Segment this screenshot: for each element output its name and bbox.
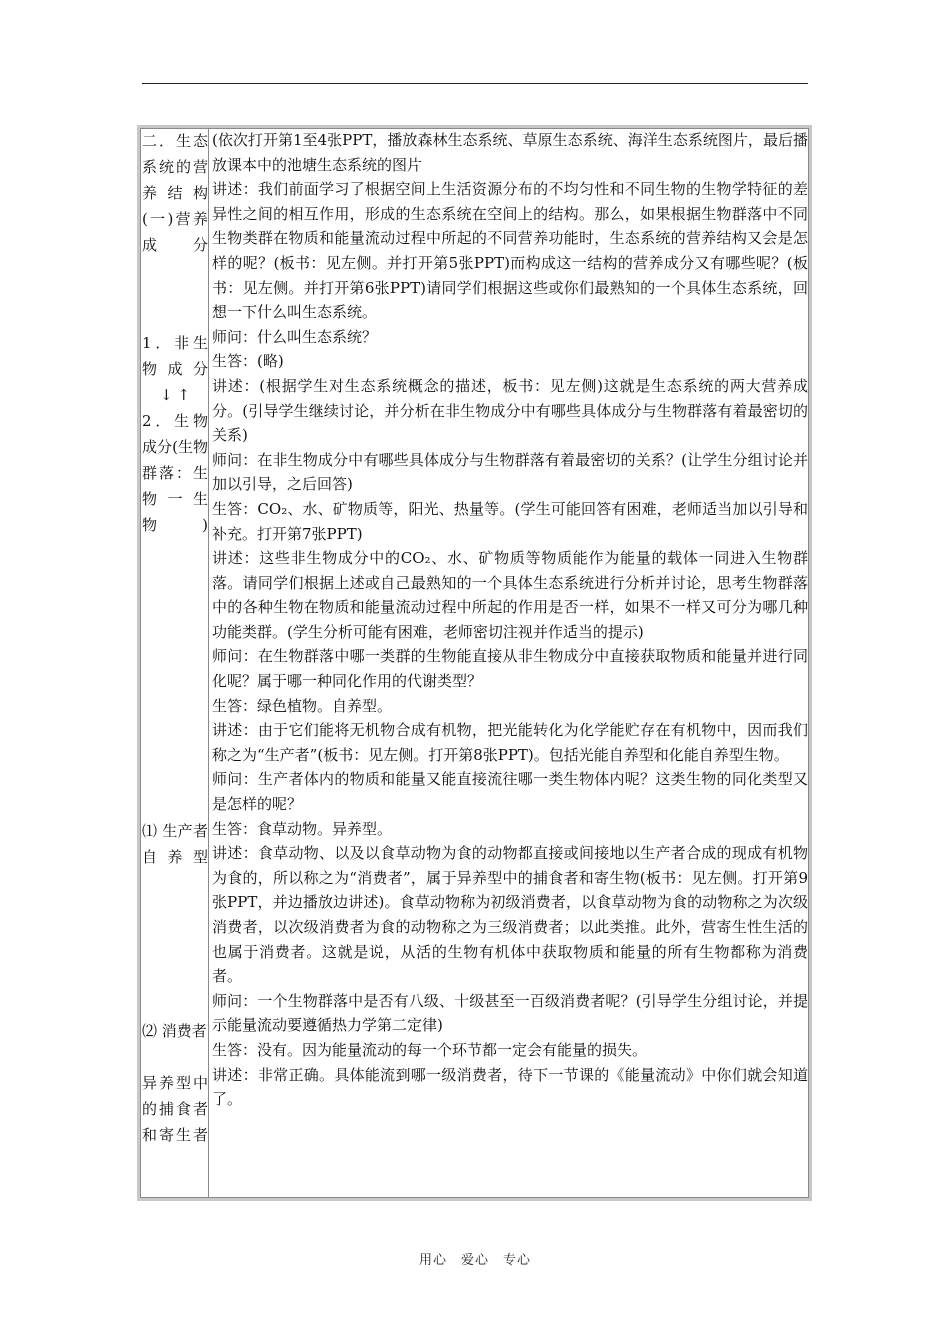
board-item-consumer-type: 异养型中的捕食者和寄生者 [142,1074,208,1144]
paragraph: (依次打开第1至4张PPT，播放森林生态系统、草原生态系统、海洋生态系统图片，最后播放课本中的池塘生态系统的图片 [212,131,808,174]
column-divider [208,128,209,1198]
paragraph: 师问：一个生物群落中是否有八级、十级甚至一百级消费者呢？(引导学生分组讨论，并提示能量流动要遵循热力学第二定律) [212,991,808,1035]
paragraph: 生答：食草动物。异养型。 [212,819,393,838]
paragraph: 师问：生产者体内的物质和能量又能直接流往哪一类生物体内呢？这类生物的同化类型又是怎样的呢？ [212,770,808,814]
paragraph: 生答：绿色植物。自养型。 [212,696,393,715]
paragraph: 讲述：非常正确。具体能流到哪一级消费者，待下一节课的《能量流动》中你们就会知道了。 [212,1065,808,1109]
paragraph: 生答：CO₂、水、矿物质等，阳光、热量等。(学生可能回答有困难，老师适当加以引导和补充。打开第7张PPT) [212,499,808,543]
board-item-producer: ⑴ 生产者 自养型 [142,822,208,866]
paragraph: 讲述：食草动物、以及以食草动物为食的动物都直接或间接地以生产者合成的现成有机物为食的，所以称之为“消费者”，属于异养型中的捕食者和寄生物(板书：见左侧。打开第9张PPT，并边播放边讲述)。食草动物称为初级消费者，以食草动物为食的动物称之为次级消费者，以次级消费者为食的动物称之为三级消费者；以此类推。此外，营寄生性生活的也属于消费者。这就是说，从活的生物有机体中获取物质和能量的所有生物都称为消费者。 [212,844,808,986]
paragraph: 师问：在非生物成分中有哪些具体成分与生物群落有着最密切的关系？(让学生分组讨论并加以引导，之后回答) [212,450,808,494]
board-heading-components: (一)营养成分 [142,210,208,254]
board-arrows: ↓ ↑ [160,386,190,404]
paragraph: 讲述：(根据学生对生态系统概念的描述，板书：见左侧)这就是生态系统的两大营养成分。(引导学生继续讨论，并分析在非生物成分中有哪些具体成分与生物群落有着最密切的关系) [212,376,808,445]
board-heading-structure: 二．生态系统的营养结构 [142,132,208,202]
paragraph: 讲述：我们前面学习了根据空间上生活资源分布的不均匀性和不同生物的生物学特征的差异性之间的相互作用，形成的生态系统在空间上的结构。那么，如果根据生物群落中不同生物类群在物质和能量流动过程中所起的不同营养功能时，生态系统的营养结构又会是怎样的呢？(板书：见左侧。并打开第5张PPT)而构成这一结构的营养成分又有哪些呢？(板书：见左侧。并打开第6张PPT)请同学们根据这些或你们最熟知的一个具体生态系统，回想一下什么叫生态系统。 [212,180,808,322]
page-footer: 用心 爱心 专心 [418,1253,531,1268]
paragraph: 师问：什么叫生态系统？ [212,327,378,346]
paragraph: 讲述：这些非生物成分中的CO₂、水、矿物质等物质能作为能量的载体一同进入生物群落。请同学们根据上述或自己最熟知的一个具体生态系统进行分析并讨论，思考生物群落中的各种生物在物质和能量流动过程中所起的作用是否一样，如果不一样又可分为哪几种功能类群。(学生分析可能有困难，老师密切注视并作适当的提示) [212,549,808,641]
board-item-abiotic: 1．非生物成分 [142,334,208,378]
board-item-biotic: 2．生物成分(生物群落：生物 一 生物) [142,412,208,534]
paragraph: 生答：没有。因为能量流动的每一个环节都一定会有能量的损失。 [212,1040,648,1059]
header-rule [142,83,808,84]
paragraph: 师问：在生物群落中哪一类群的生物能直接从非生物成分中直接获取物质和能量并进行同化呢？属于哪一种同化作用的代谢类型？ [212,647,808,691]
board-item-consumer: ⑵ 消费者 [142,1022,207,1040]
paragraph: 生答：(略) [212,352,284,371]
paragraph: 讲述：由于它们能将无机物合成有机物，把光能转化为化学能贮存在有机物中，因而我们称之为“生产者”(板书：见左侧。打开第8张PPT)。包括光能自养型和化能自养型生物。 [212,721,808,764]
lesson-dialogue-column [212,128,808,1112]
